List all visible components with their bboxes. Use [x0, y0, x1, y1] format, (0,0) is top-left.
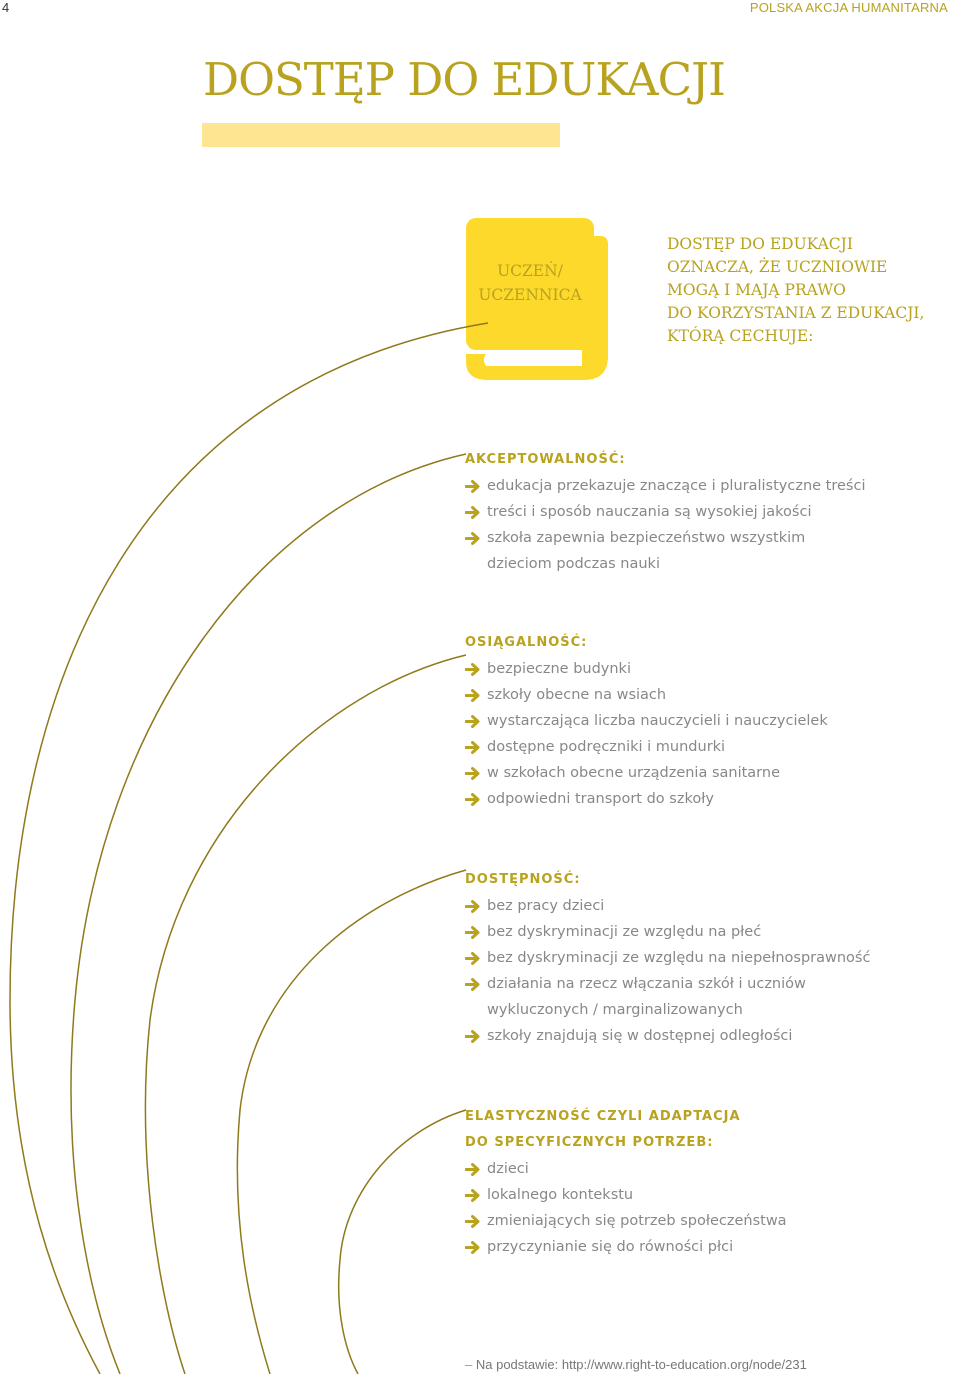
- arrow-right-icon: [465, 1215, 480, 1228]
- list-item-text: przyczynianie się do równości płci: [487, 1239, 734, 1255]
- list-item-text: lokalnego kontekstu: [487, 1187, 634, 1203]
- list-item: [465, 525, 955, 551]
- arrow-right-icon: [465, 532, 480, 545]
- list-item: [465, 919, 955, 945]
- title-underline-bar: [202, 123, 560, 147]
- section-title: AKCEPTOWALNOŚĆ:: [465, 452, 626, 467]
- list-item: [465, 499, 955, 525]
- section-accessibility: [465, 867, 955, 1049]
- source-footnote: [465, 1357, 807, 1372]
- list-item: [465, 1234, 955, 1260]
- list-item-text: dostępne podręczniki i mundurki: [487, 739, 726, 755]
- arrow-right-icon: [465, 663, 480, 676]
- intro-line: DO KORZYSTANIA Z EDUKACJI,: [667, 304, 925, 322]
- list-item-text: bezpieczne budynki: [487, 661, 631, 677]
- list-item: [465, 473, 955, 499]
- section-adaptability: [465, 1104, 955, 1260]
- list-item: [465, 971, 955, 997]
- section-title: ELASTYCZNOŚĆ CZYLI ADAPTACJA: [465, 1109, 741, 1124]
- list-item: [465, 1023, 955, 1049]
- intro-line: DOSTĘP DO EDUKACJI: [667, 235, 853, 253]
- list-item: [465, 734, 955, 760]
- book-label: [465, 259, 595, 307]
- list-item-continuation: [465, 551, 955, 577]
- list-item: [465, 1182, 955, 1208]
- list-item-text: działania na rzecz włączania szkół i uczniów: [487, 976, 806, 992]
- list-item-text: wykluczonych / marginalizowanych: [487, 1002, 743, 1018]
- arrow-right-icon: [465, 767, 480, 780]
- arrow-right-icon: [465, 952, 480, 965]
- book-label-line: UCZEŃ/: [497, 262, 563, 280]
- section-title: DOSTĘPNOŚĆ:: [465, 872, 581, 887]
- list-item-text: szkoły obecne na wsiach: [487, 687, 667, 703]
- list-item: [465, 786, 955, 812]
- section-acceptability: [465, 447, 955, 577]
- arrow-right-icon: [465, 715, 480, 728]
- arrow-right-icon: [465, 793, 480, 806]
- list-item-continuation: [465, 997, 955, 1023]
- list-item-text: szkoła zapewnia bezpieczeństwo wszystkim: [487, 530, 806, 546]
- list-item-text: dzieci: [487, 1161, 529, 1177]
- footnote-text: Na podstawie: http://www.right-to-education.org/node/231: [475, 1357, 807, 1372]
- arrow-right-icon: [465, 978, 480, 991]
- list-item: [465, 682, 955, 708]
- organization-name: POLSKA AKCJA HUMANITARNA: [749, 0, 948, 15]
- arrow-right-icon: [465, 1241, 480, 1254]
- list-item: [465, 1208, 955, 1234]
- list-item: [465, 893, 955, 919]
- arrow-right-icon: [465, 900, 480, 913]
- intro-line: OZNACZA, ŻE UCZNIOWIE: [667, 258, 888, 276]
- list-item-text: edukacja przekazuje znaczące i pluralistyczne treści: [487, 478, 866, 494]
- list-item: [465, 708, 955, 734]
- arrow-right-icon: [465, 926, 480, 939]
- intro-line: MOGĄ I MAJĄ PRAWO: [667, 281, 846, 299]
- book-label-line: UCZENNICA: [478, 286, 582, 304]
- list-item-text: bez dyskryminacji ze względu na płeć: [487, 924, 762, 940]
- section-title: OSIĄGALNOŚĆ:: [465, 635, 588, 650]
- arrow-right-icon: [465, 1030, 480, 1043]
- list-item: [465, 656, 955, 682]
- list-item-text: wystarczająca liczba nauczycieli i nauczycielek: [487, 713, 828, 729]
- list-item-text: szkoły znajdują się w dostępnej odległości: [487, 1028, 793, 1044]
- list-item-text: dzieciom podczas nauki: [487, 556, 660, 572]
- arrow-right-icon: [465, 1189, 480, 1202]
- section-title: DO SPECYFICZNYCH POTRZEB:: [465, 1135, 714, 1150]
- list-item: [465, 945, 955, 971]
- arrow-right-icon: [465, 741, 480, 754]
- arrow-right-icon: [465, 1163, 480, 1176]
- intro-line: KTÓRĄ CECHUJE:: [667, 327, 814, 345]
- page-title: DOSTĘP DO EDUKACJI: [203, 53, 725, 106]
- list-item: [465, 760, 955, 786]
- list-item-text: zmieniających się potrzeb społeczeństwa: [487, 1213, 787, 1229]
- arrow-right-icon: [465, 480, 480, 493]
- page-number: 4: [2, 0, 10, 15]
- list-item-text: odpowiedni transport do szkoły: [487, 791, 714, 807]
- list-item-text: bez pracy dzieci: [487, 898, 605, 914]
- list-item-text: bez dyskryminacji ze względu na niepełnosprawność: [487, 950, 871, 966]
- arrow-right-icon: [465, 689, 480, 702]
- section-achievability: [465, 630, 955, 812]
- list-item: [465, 1156, 955, 1182]
- list-item-text: w szkołach obecne urządzenia sanitarne: [487, 765, 780, 781]
- footnote-dash: –: [465, 1357, 473, 1372]
- list-item-text: treści i sposób nauczania są wysokiej jakości: [487, 504, 812, 520]
- intro-text: [667, 233, 957, 348]
- arrow-right-icon: [465, 506, 480, 519]
